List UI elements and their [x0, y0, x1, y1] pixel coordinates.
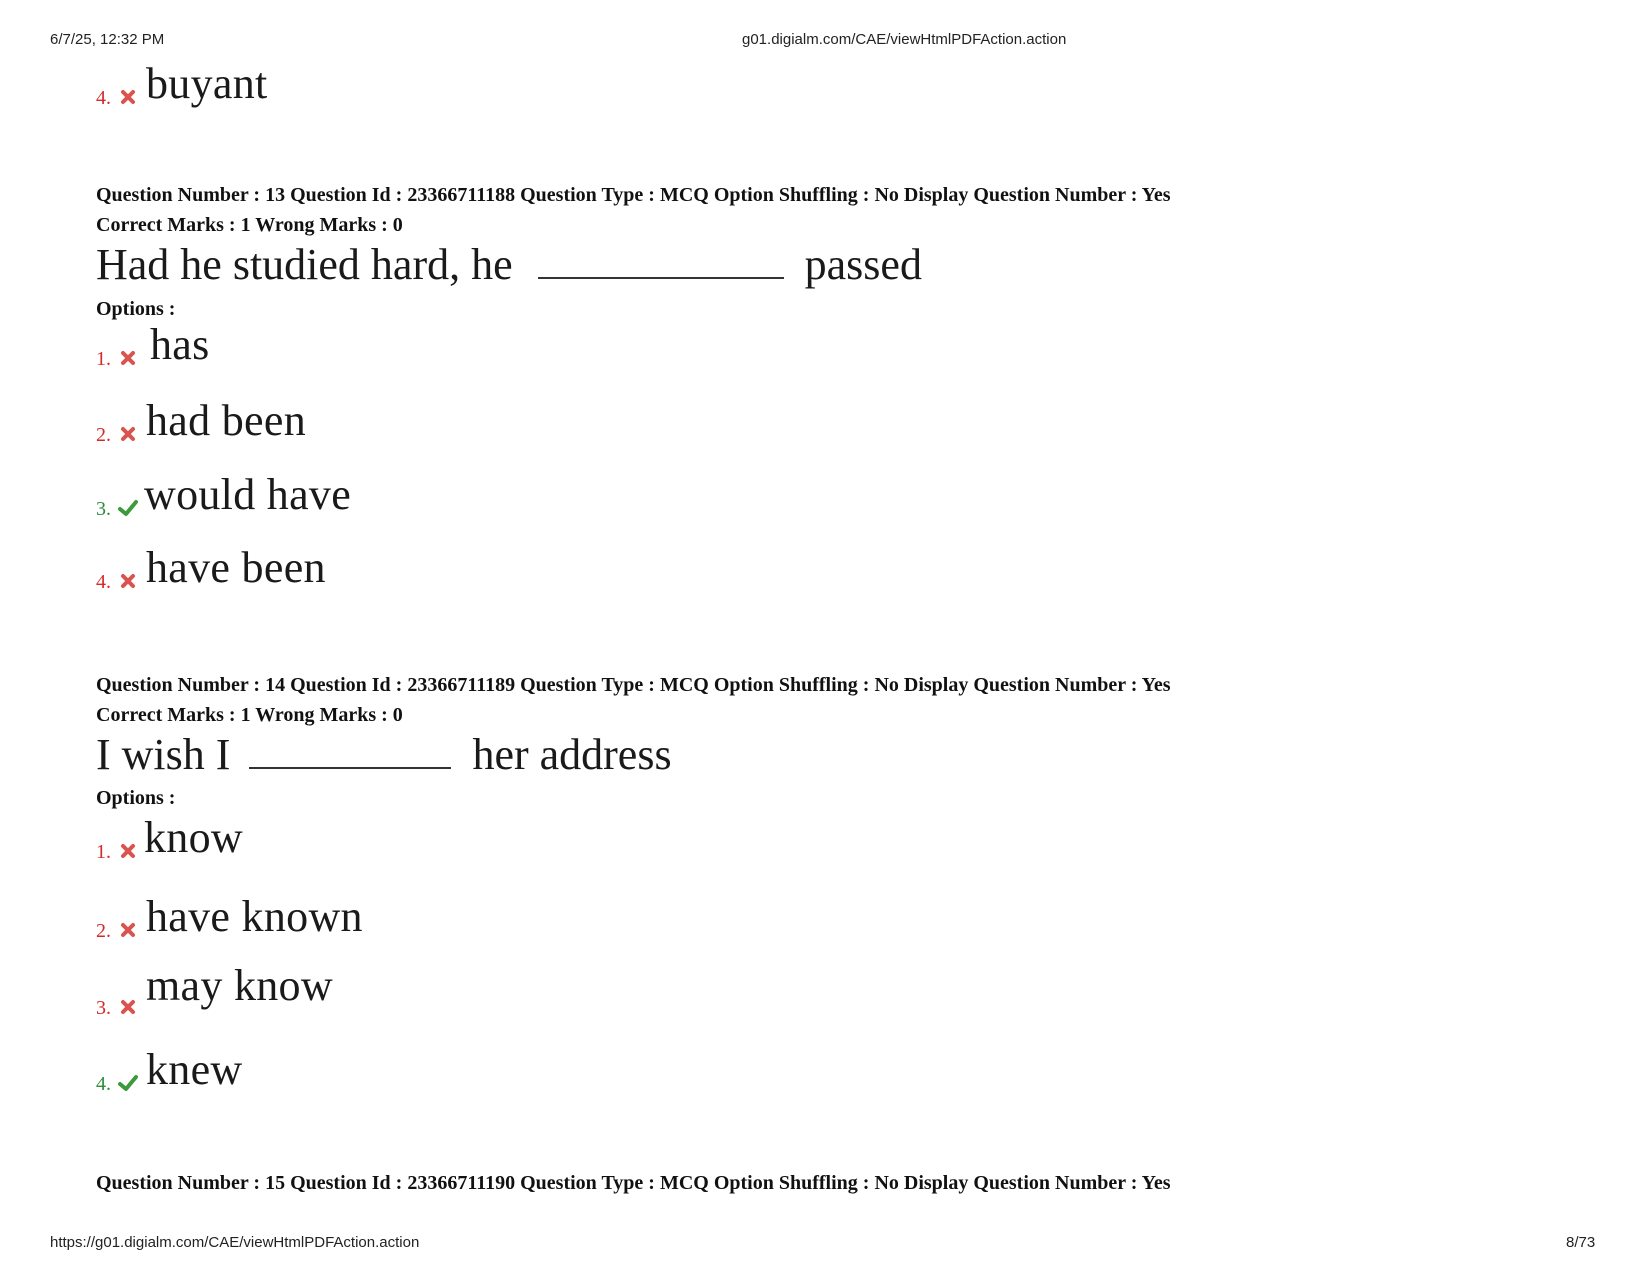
- option-number: 4.: [96, 87, 111, 109]
- check-icon: [118, 499, 138, 517]
- option-text: has: [150, 320, 210, 369]
- option-text: buyant: [146, 59, 268, 108]
- option-number: 4.: [96, 1073, 111, 1095]
- cross-icon: [118, 572, 138, 590]
- question-13-marks: Correct Marks : 1 Wrong Marks : 0: [96, 214, 403, 236]
- cross-icon: [118, 842, 138, 860]
- print-header-url: g01.digialm.com/CAE/viewHtmlPDFAction.action: [742, 31, 1067, 48]
- stem-text-before: I wish I: [96, 730, 231, 779]
- check-icon: [118, 1074, 138, 1092]
- stem-text-after: passed: [804, 240, 922, 289]
- answer-blank: [538, 276, 784, 279]
- cross-icon: [118, 88, 138, 106]
- option-text: have been: [146, 543, 326, 592]
- option-number: 4.: [96, 571, 111, 593]
- option-number: 3.: [96, 997, 111, 1019]
- cross-icon: [118, 349, 138, 367]
- print-footer-url: https://g01.digialm.com/CAE/viewHtmlPDFAction.action: [50, 1234, 420, 1251]
- stem-text-after: her address: [472, 730, 672, 779]
- question-13-meta: Question Number : 13 Question Id : 23366711188 Question Type : MCQ Option Shuffling : No Display Question Number : Yes: [96, 184, 1171, 206]
- question-13-options-label: Options :: [96, 298, 176, 320]
- option-text: knew: [146, 1045, 243, 1094]
- option-text: have known: [146, 892, 363, 941]
- question-13-stem: [96, 240, 922, 289]
- question-14-options-label: Options :: [96, 787, 176, 809]
- print-header-datetime: 6/7/25, 12:32 PM: [50, 31, 165, 48]
- question-15-meta: Question Number : 15 Question Id : 23366711190 Question Type : MCQ Option Shuffling : No Display Question Number : Yes: [96, 1172, 1171, 1194]
- question-14-stem: [96, 730, 672, 779]
- question-14-marks: Correct Marks : 1 Wrong Marks : 0: [96, 704, 403, 726]
- print-footer-page-number: 8/73: [1566, 1234, 1596, 1251]
- stem-text-before: Had he studied hard, he: [96, 240, 513, 289]
- option-number: 2.: [96, 920, 111, 942]
- option-number: 3.: [96, 498, 111, 520]
- option-number: 1.: [96, 841, 111, 863]
- cross-icon: [118, 998, 138, 1016]
- question-14-meta: Question Number : 14 Question Id : 23366711189 Question Type : MCQ Option Shuffling : No Display Question Number : Yes: [96, 674, 1171, 696]
- option-number: 2.: [96, 424, 111, 446]
- cross-icon: [118, 425, 138, 443]
- option-text: had been: [146, 396, 306, 445]
- cross-icon: [118, 921, 138, 939]
- option-text: would have: [144, 470, 352, 519]
- option-text: know: [144, 813, 243, 862]
- answer-blank: [249, 766, 451, 769]
- option-text: may know: [146, 961, 333, 1010]
- option-number: 1.: [96, 348, 111, 370]
